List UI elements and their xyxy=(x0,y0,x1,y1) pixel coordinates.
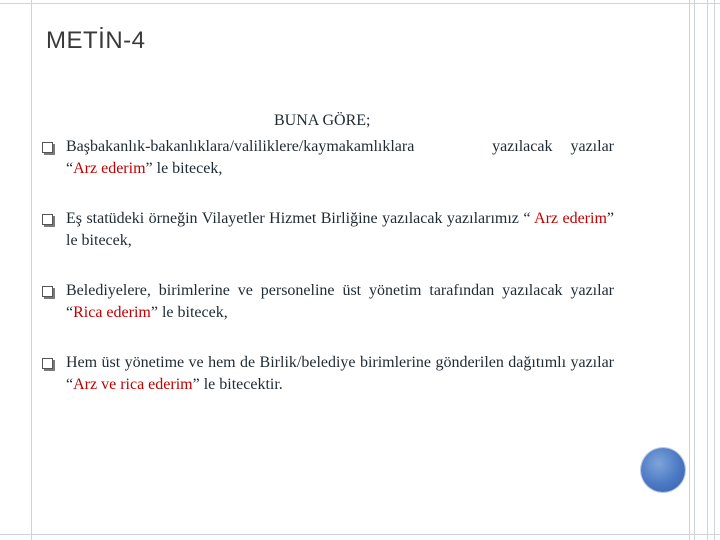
square-bullet-icon xyxy=(42,286,53,297)
bullet-item xyxy=(42,208,614,252)
bullet-text: ” le bitecek, xyxy=(145,160,223,177)
bullet-text: Hem üst yönetime ve hem de Birlik/belediye birimlerine gönderilen dağıtımlı yazılar “ xyxy=(66,354,614,393)
bullet-item xyxy=(42,280,614,324)
bullet-line xyxy=(66,136,614,158)
frame-line-top xyxy=(0,3,720,4)
emphasis-text: Arz ederim xyxy=(73,160,146,177)
square-bullet-icon xyxy=(42,214,53,225)
bullet-list xyxy=(42,136,614,396)
bullet-item xyxy=(42,136,614,180)
bullet-text: Belediyelere, birimlerine ve personeline üst yönetim tarafından yazılacak yazılar “ xyxy=(66,282,614,321)
frame-line-right-4 xyxy=(714,0,715,540)
frame-line-right-3 xyxy=(707,0,708,540)
bullet-text: ” le bitecektir. xyxy=(192,376,283,393)
frame-line-right-1 xyxy=(689,0,690,540)
bullet-text: Başbakanlık-bakanlıklara/valiliklere/kaymakamlıklara xyxy=(66,138,415,155)
bullet-text: yazılacak xyxy=(492,138,553,155)
frame-line-right-2 xyxy=(694,0,695,540)
bullet-line xyxy=(66,158,614,180)
bullet-item xyxy=(42,352,614,396)
bullet-text: ” le bitecek, xyxy=(150,304,228,321)
bullet-text: yazılar xyxy=(570,138,614,155)
slide-title: METİN-4 xyxy=(46,27,146,54)
bullet-text: “ xyxy=(66,160,74,177)
emphasis-text: Arz ederim xyxy=(534,210,607,227)
emphasis-text: Rica ederim xyxy=(73,304,151,321)
subtitle: BUNA GÖRE; xyxy=(274,112,371,129)
emphasis-text: Arz ve rica ederim xyxy=(73,376,193,393)
square-bullet-icon xyxy=(42,358,53,369)
frame-line-left xyxy=(31,0,32,540)
bullet-text: Eş statüdeki örneğin Vilayetler Hizmet Birliğine yazılacak yazılarımız “ xyxy=(66,210,535,227)
bullet-text: ” le bitecek, xyxy=(66,210,615,249)
frame-line-bottom xyxy=(0,534,720,535)
square-bullet-icon xyxy=(42,142,53,153)
blue-circle-icon xyxy=(641,448,685,492)
